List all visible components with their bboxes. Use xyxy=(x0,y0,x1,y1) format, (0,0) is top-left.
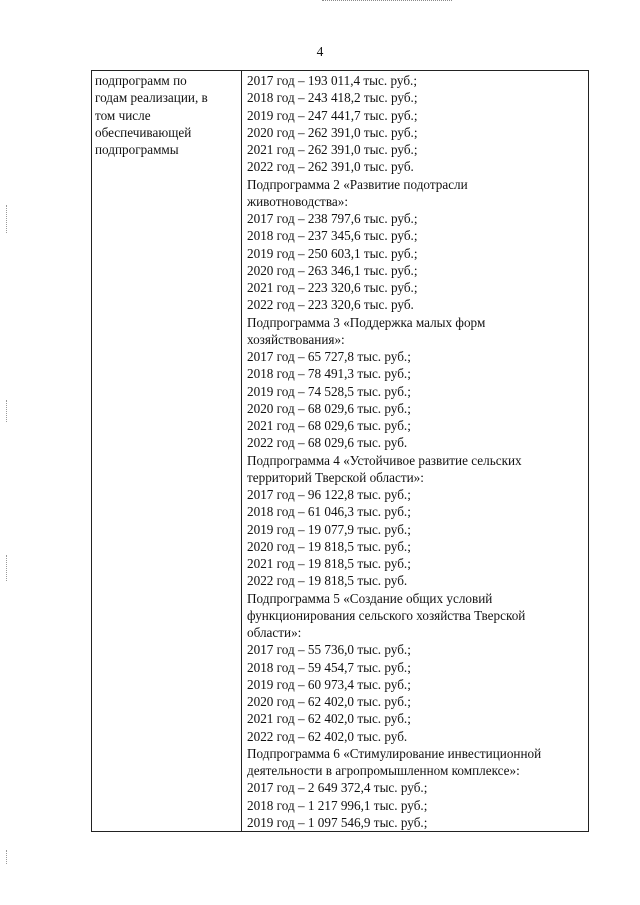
funding-line: 2018 год – 237 345,6 тыс. руб.; xyxy=(247,228,418,244)
subprogram-title: хозяйствования»: xyxy=(247,331,345,347)
funding-line: 2018 год – 1 217 996,1 тыс. руб.; xyxy=(247,797,428,813)
left-cell-line: том числе xyxy=(95,107,151,123)
funding-line: 2017 год – 193 011,4 тыс. руб.; xyxy=(247,73,418,88)
funding-line: 2018 год – 78 491,3 тыс. руб.; xyxy=(247,366,411,382)
subprogram-title: территорий Тверской области»: xyxy=(247,469,424,485)
subprogram-title: деятельности в агропромышленном комплексе»: xyxy=(247,763,520,778)
funding-line: 2018 год – 243 418,2 тыс. руб.; xyxy=(247,90,418,106)
funding-line: 2020 год – 263 346,1 тыс. руб.; xyxy=(247,262,418,278)
funding-line: 2019 год – 60 973,4 тыс. руб.; xyxy=(247,676,411,692)
funding-line: 2020 год – 19 818,5 тыс. руб.; xyxy=(247,538,411,554)
right-cell xyxy=(242,71,589,832)
funding-line: 2019 год – 74 528,5 тыс. руб.; xyxy=(247,383,411,399)
funding-line: 2017 год – 2 649 372,4 тыс. руб.; xyxy=(247,780,428,796)
funding-line: 2017 год – 55 736,0 тыс. руб.; xyxy=(247,642,411,658)
page-number: 4 xyxy=(316,44,324,59)
subprogram-title: Подпрограмма 3 «Поддержка малых форм xyxy=(247,314,486,330)
funding-line: 2020 год – 68 029,6 тыс. руб.; xyxy=(247,400,411,416)
funding-line: 2022 год – 223 320,6 тыс. руб. xyxy=(247,297,414,313)
scan-artifact-left-1 xyxy=(6,205,8,233)
funding-line: 2019 год – 247 441,7 тыс. руб.; xyxy=(247,107,418,123)
funding-line: 2021 год – 223 320,6 тыс. руб.; xyxy=(247,280,418,295)
subprogram-title: Подпрограмма 2 «Развитие подотрасли xyxy=(247,176,468,192)
table-row xyxy=(92,71,589,832)
subprogram-title: области»: xyxy=(247,625,302,640)
left-cell xyxy=(92,71,242,832)
left-cell-line: подпрограмм по xyxy=(95,73,187,88)
subprogram-title: Подпрограмма 6 «Стимулирование инвестиционной xyxy=(247,745,542,761)
funding-line: 2020 год – 62 402,0 тыс. руб.; xyxy=(247,694,411,709)
funding-line: 2021 год – 19 818,5 тыс. руб.; xyxy=(247,556,411,571)
subprogram-title: Подпрограмма 5 «Создание общих условий xyxy=(247,590,493,606)
scan-artifact-left-2 xyxy=(6,400,8,422)
funding-line: 2018 год – 61 046,3 тыс. руб.; xyxy=(247,504,411,520)
funding-line: 2020 год – 262 391,0 тыс. руб.; xyxy=(247,124,418,140)
funding-line: 2021 год – 68 029,6 тыс. руб.; xyxy=(247,418,411,433)
left-cell-line: обеспечивающей xyxy=(95,124,192,140)
funding-line: 2019 год – 1 097 546,9 тыс. руб.; xyxy=(247,814,428,830)
funding-line: 2022 год – 262 391,0 тыс. руб. xyxy=(247,159,414,175)
subprogram-title: животноводства»: xyxy=(247,193,348,209)
left-cell-line: годам реализации, в xyxy=(95,90,208,106)
funding-line: 2022 год – 19 818,5 тыс. руб. xyxy=(247,573,408,589)
funding-line: 2019 год – 19 077,9 тыс. руб.; xyxy=(247,521,411,537)
subprogram-title: Подпрограмма 4 «Устойчивое развитие сельских xyxy=(247,452,522,468)
funding-line: 2017 год – 238 797,6 тыс. руб.; xyxy=(247,211,418,226)
subprogram-title: функционирования сельского хозяйства Тверской xyxy=(247,607,526,623)
funding-line: 2017 год – 65 727,8 тыс. руб.; xyxy=(247,349,411,364)
left-cell-line: подпрограммы xyxy=(95,142,179,157)
scan-artifact-left-4 xyxy=(6,850,8,864)
scan-artifact-left-3 xyxy=(6,555,8,581)
funding-line: 2022 год – 68 029,6 тыс. руб. xyxy=(247,435,408,451)
funding-line: 2018 год – 59 454,7 тыс. руб.; xyxy=(247,659,411,675)
funding-line: 2021 год – 262 391,0 тыс. руб.; xyxy=(247,142,418,157)
funding-line: 2022 год – 62 402,0 тыс. руб. xyxy=(247,728,408,744)
funding-line: 2017 год – 96 122,8 тыс. руб.; xyxy=(247,487,411,502)
funding-line: 2019 год – 250 603,1 тыс. руб.; xyxy=(247,245,418,261)
scan-artifact-top xyxy=(322,0,452,5)
funding-line: 2021 год – 62 402,0 тыс. руб.; xyxy=(247,711,411,727)
program-funding-table xyxy=(91,70,589,832)
